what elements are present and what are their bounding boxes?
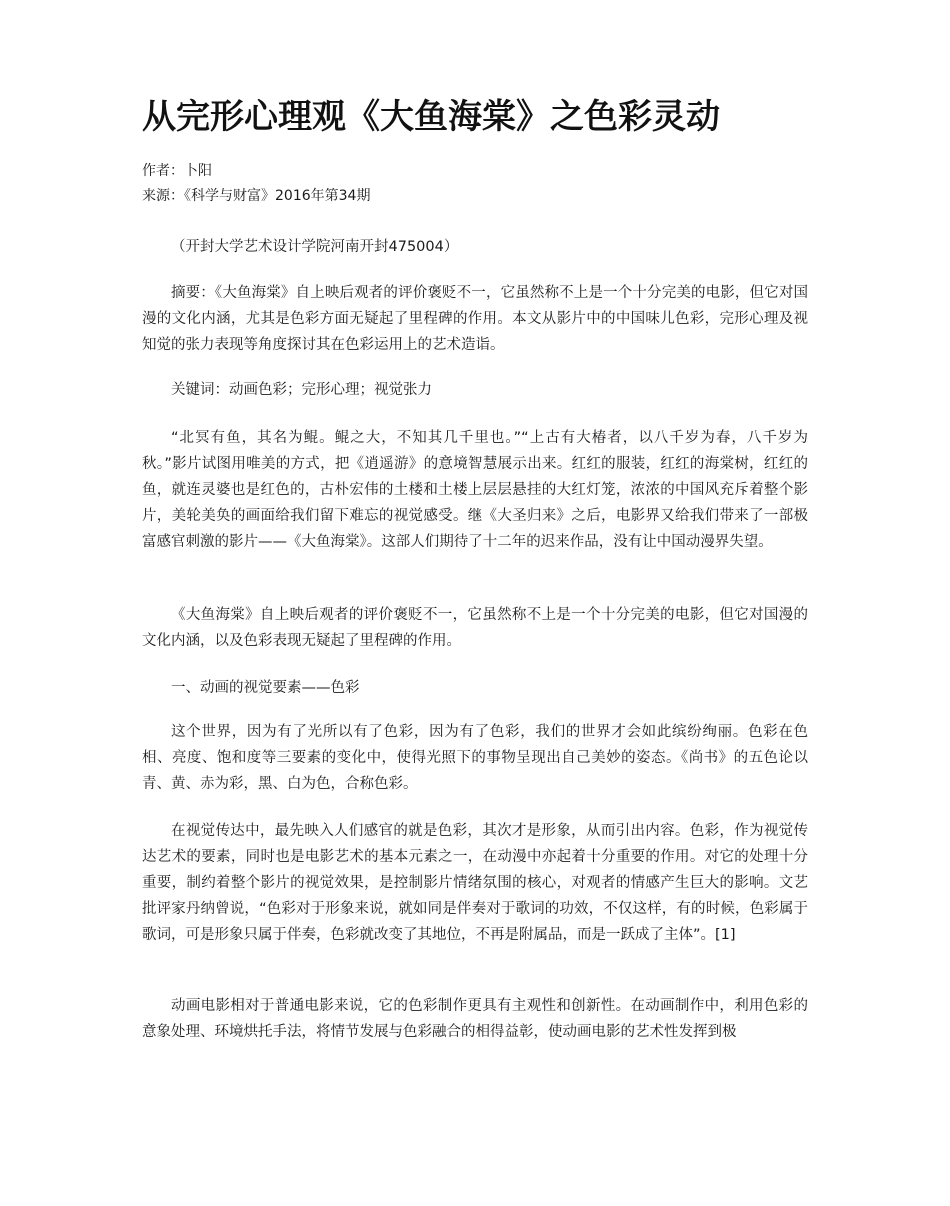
body-paragraph-2: 《大鱼海棠》自上映后观者的评价褒贬不一，它虽然称不上是一个十分完美的电影，但它对国漫的文化内涵，以及色彩表现无疑起了里程碑的作用。 [142, 607, 808, 649]
author-line: 作者：卜阳 [142, 163, 212, 179]
body-paragraph-5: 动画电影相对于普通电影来说，它的色彩制作更具有主观性和创新性。在动画制作中，利用色彩的意象处理、环境烘托手法，将情节发展与色彩融合的相得益彰，使动画电影的艺术性发挥到极 [142, 998, 808, 1040]
body-paragraph-4: 在视觉传达中，最先映入人们感官的就是色彩，其次才是形象，从而引出内容。色彩，作为视觉传达艺术的要素，同时也是电影艺术的基本元素之一，在动漫中亦起着十分重要的作用。对它的处理十分重要，制约着整个影片的视觉效果，是控制影片情绪氛围的核心，对观者的情感产生巨大的影响。文艺批评家丹纳曾说，“色彩对于形象来说，就如同是伴奏对于歌词的功效，不仅这样，有的时候，色彩属于歌词，可是形象只属于伴奏，色彩就改变了其地位，不再是附属品，而是一跃成了主体”。[1] [142, 823, 808, 943]
affiliation: （开封大学艺术设计学院河南开封475004） [171, 239, 459, 255]
abstract: 摘要：《大鱼海棠》自上映后观者的评价褒贬不一，它虽然称不上是一个十分完美的电影，但它对国漫的文化内涵，尤其是色彩方面无疑起了里程碑的作用。本文从影片中的中国味儿色彩，完形心理及视知觉的张力表现等角度探讨其在色彩运用上的艺术造诣。 [142, 285, 808, 353]
body-paragraph-3: 这个世界，因为有了光所以有了色彩，因为有了色彩，我们的世界才会如此缤纷绚丽。色彩在色相、亮度、饱和度等三要素的变化中，使得光照下的事物呈现出自己美妙的姿态。《尚书》的五色论以青、黄、赤为彩，黑、白为色，合称色彩。 [142, 724, 808, 792]
article-title: 从完形心理观《大鱼海棠》之色彩灵动 [142, 97, 720, 137]
source-line: 来源：《科学与财富》2016年第34期 [142, 188, 371, 204]
body-paragraph-1: “北冥有鱼，其名为鲲。鲲之大，不知其几千里也。”“上古有大椿者，以八千岁为春，八千岁为秋。”影片试图用唯美的方式，把《逍遥游》的意境智慧展示出来。红红的服装，红红的海棠树，红红的鱼，就连灵婆也是红色的，古朴宏伟的土楼和土楼上层层悬挂的大红灯笼，浓浓的中国风充斥着整个影片，美轮美奂的画面给我们留下难忘的视觉感受。继《大圣归来》之后，电影界又给我们带来了一部极富感官刺激的影片——《大鱼海棠》。这部人们期待了十二年的迟来作品，没有让中国动漫界失望。 [142, 430, 808, 550]
keywords: 关键词：动画色彩；完形心理；视觉张力 [171, 382, 432, 398]
section-heading: 一、动画的视觉要素——色彩 [171, 680, 360, 696]
